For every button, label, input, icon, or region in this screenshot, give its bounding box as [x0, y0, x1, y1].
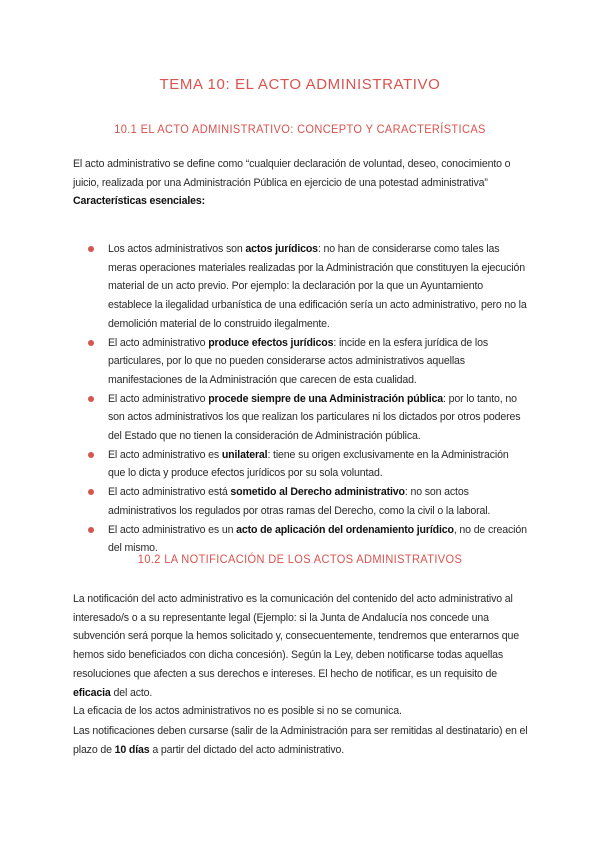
section-1-intro	[73, 155, 533, 211]
section-1-heading: 10.1 EL ACTO ADMINISTRATIVO: CONCEPTO Y CARACTERÍSTICAS	[114, 122, 486, 136]
list-item: El acto administrativo procede siempre de una Administración pública: por lo tanto, no son actos administrativos los que realizan los particulares ni los dictados por otros poderes del Estado que no tienen la consideración de Administración pública.	[88, 390, 528, 446]
list-item: El acto administrativo es unilateral: tiene su origen exclusivamente en la Administración que lo dicta y produce efectos jurídicos por su sola voluntad.	[88, 446, 528, 483]
bullet-icon	[88, 340, 94, 346]
list-item: El acto administrativo produce efectos jurídicos: incide en la esfera jurídica de los particulares, por lo que no pueden considerarse actos administrativos aquellas manifestaciones de la Administración que carecen de esta cualidad.	[88, 334, 528, 390]
list-item: Los actos administrativos son actos jurídicos: no han de considerarse como tales las meras operaciones materiales realizadas por la Administración que constituyen la ejecución material de un acto previo. Por ejemplo: la declaración por la que un Ayuntamiento establece la ilegalidad urbanística de una edificación sería un acto administrativo, pero no la demolición material de lo construido ilegalmente.	[88, 240, 528, 334]
caracteristicas-label: Características esenciales:	[73, 195, 205, 208]
bullet-icon	[88, 489, 94, 495]
section-2-paragraph-1: La notificación del acto administrativo es la comunicación del contenido del acto administrativo al interesado/s o a su representante legal (Ejemplo: si la Junta de Andalucía nos concede una subvención será porque la hemos solicitado y, consecuentemente, tendremos que enterarnos que hemos sido beneficiados con dicha concesión). Según la Ley, deben notificarse todas aquellas resoluciones que afecten a sus derechos e intereses. El hecho de notificar, es un requisito de eficacia del acto. La eficacia de los actos administrativos no es posible si no se comunica.	[73, 593, 519, 718]
caracteristicas-list	[88, 240, 528, 558]
document-title: TEMA 10: EL ACTO ADMINISTRATIVO	[159, 76, 441, 93]
section-2-paragraph-2: La eficacia de los actos administrativos no es posible si no se comunica.	[73, 705, 402, 718]
bullet-icon	[88, 246, 94, 252]
bullet-icon	[88, 527, 94, 533]
list-item: El acto administrativo está sometido al Derecho administrativo: no son actos administrativos los regulados por otras ramas del Derecho, como la civil o la laboral.	[88, 483, 528, 520]
bullet-icon	[88, 452, 94, 458]
section-2-paragraph-3: Las notificaciones deben cursarse (salir de la Administración para ser remitidas al destinatario) en el plazo de 10 días a partir del dictado del acto administrativo.	[73, 725, 528, 756]
section-2-heading: 10.2 LA NOTIFICACIÓN DE LOS ACTOS ADMINISTRATIVOS	[137, 552, 463, 566]
intro-text: El acto administrativo se define como “cualquier declaración de voluntad, deseo, conocimiento o juicio, realizada por una Administración Pública en ejercicio de una potestad administrativa”	[73, 158, 511, 189]
list-item: El acto administrativo es un acto de aplicación del ordenamiento jurídico, no de creación del mismo.	[88, 521, 528, 558]
bullet-icon	[88, 396, 94, 402]
